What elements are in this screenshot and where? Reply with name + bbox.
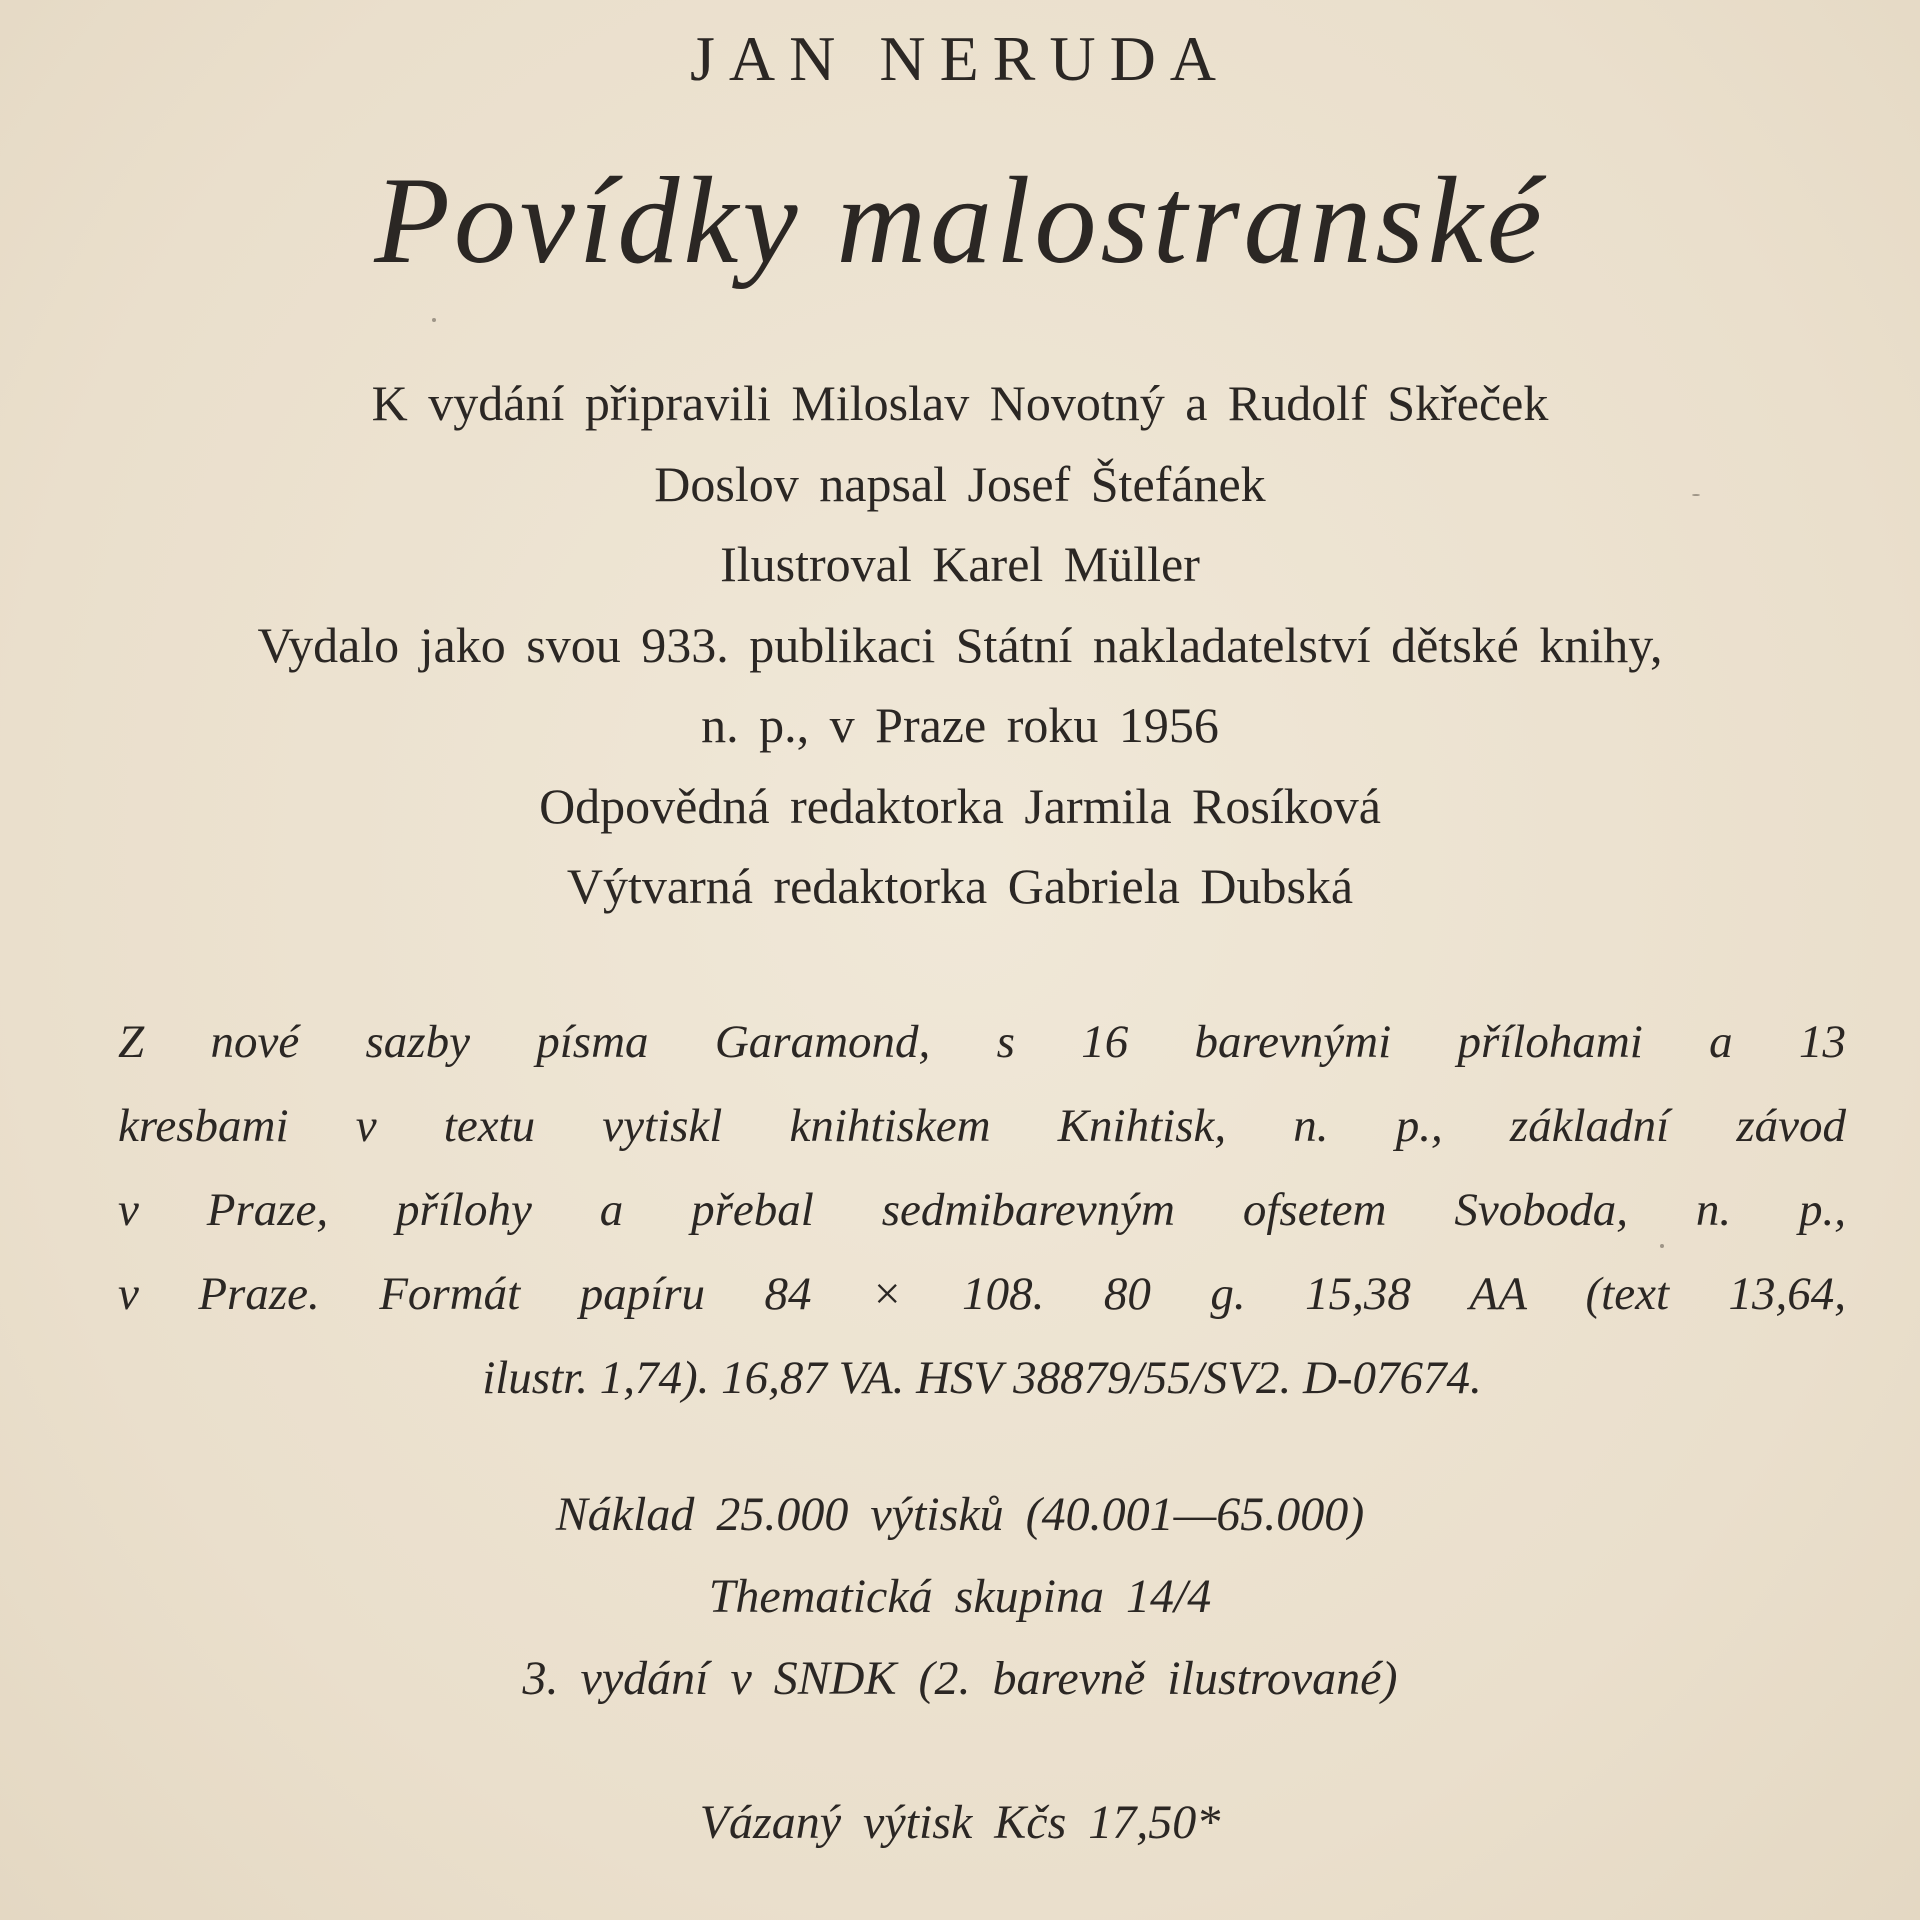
printing-info-line: Z nové sazby písma Garamond, s 16 barevnými přílohami a 13 [118, 1016, 1846, 1068]
edition-block [0, 1474, 1920, 1720]
book-title: Povídky malostranské [374, 152, 1546, 289]
credit-line-editors: K vydání připravili Miloslav Novotný a Rudolf Skřeček [371, 375, 1549, 431]
credit-line-afterword: Doslov napsal Josef Štefánek [654, 455, 1266, 512]
credit-line-illustrator: Ilustroval Karel Müller [720, 536, 1200, 592]
thematic-group-line: Thematická skupina 14/4 [708, 1570, 1212, 1623]
edition-number-line: 3. vydání v SNDK (2. barevně ilustrované) [522, 1652, 1398, 1705]
credit-line-publisher: Vydalo jako svou 933. publikaci Státní nakladatelství dětské knihy, [257, 616, 1663, 673]
credit-line-responsible-editor: Odpovědná redaktorka Jarmila Rosíková [539, 777, 1381, 834]
author-name: JAN NERUDA [690, 23, 1230, 94]
paper-speck [1692, 494, 1700, 496]
credit-line-publisher-place: n. p., v Praze roku 1956 [701, 697, 1219, 753]
printing-info-line: v Praze. Formát papíru 84 × 108. 80 g. 15,38 AA (text 13,64, [118, 1268, 1846, 1320]
paper-speck [432, 318, 436, 322]
printing-info-line: kresbami v textu vytiskl knihtiskem Knihtisk, n. p., základní závod [118, 1100, 1846, 1152]
printing-info-line: ilustr. 1,74). 16,87 VA. HSV 38879/55/SV2. D-07674. [482, 1352, 1482, 1404]
credits-block [100, 363, 1820, 927]
printing-info-line: v Praze, přílohy a přebal sedmibarevným ofsetem Svoboda, n. p., [118, 1184, 1846, 1236]
print-run-line: Náklad 25.000 výtisků (40.001—65.000) [555, 1488, 1365, 1541]
printing-info-paragraph [118, 1000, 1846, 1420]
paper-speck [1660, 1244, 1664, 1248]
price-line: Vázaný výtisk Kčs 17,50* [699, 1796, 1221, 1849]
credit-line-art-editor: Výtvarná redaktorka Gabriela Dubská [566, 858, 1354, 914]
